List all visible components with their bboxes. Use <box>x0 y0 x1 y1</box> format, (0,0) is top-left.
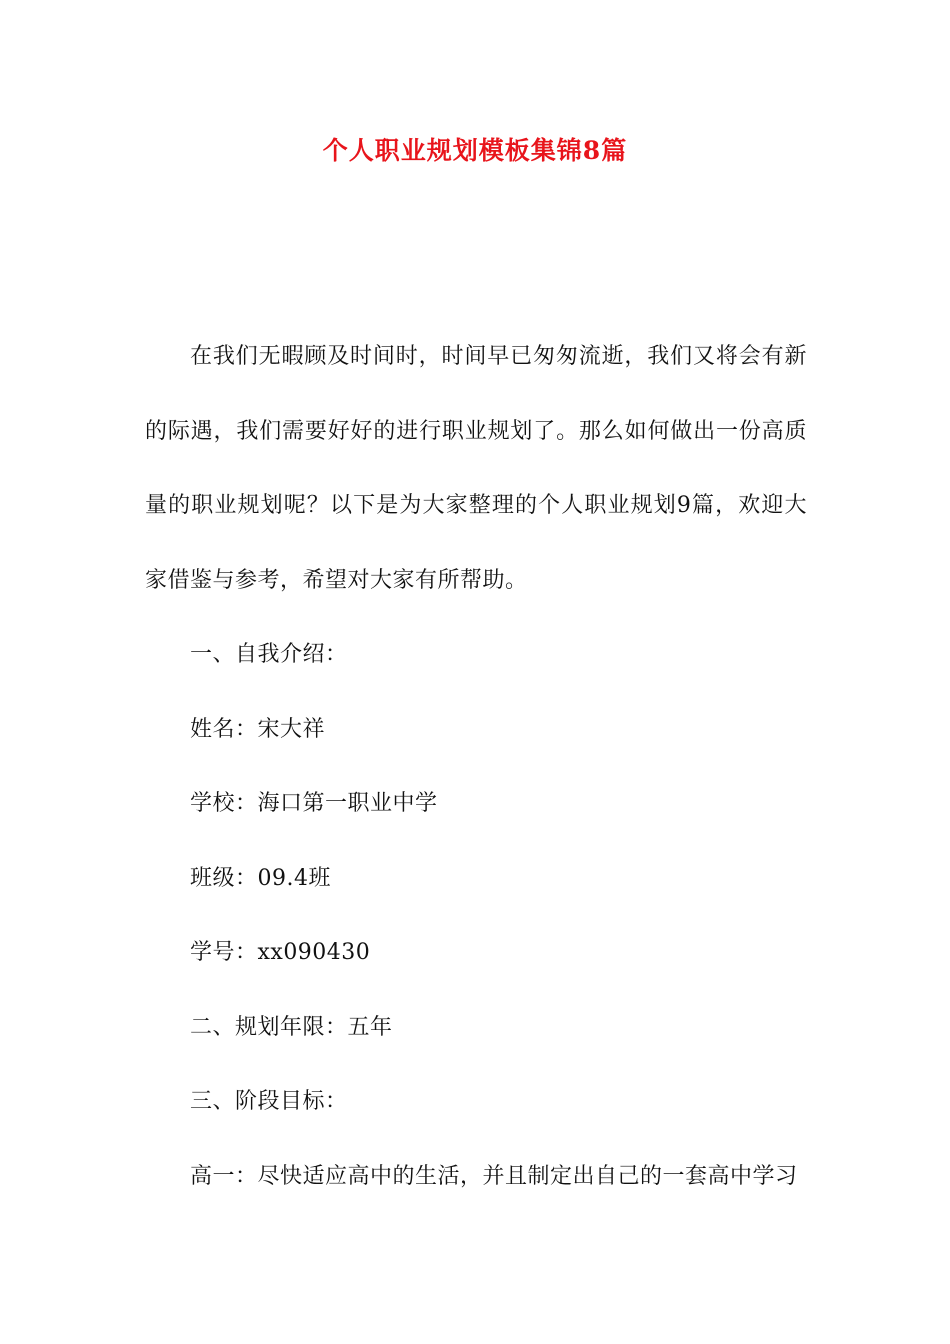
section-heading-plan-years: 二、规划年限：五年 <box>190 1014 393 1040</box>
school-line: 学校：海口第一职业中学 <box>190 791 438 816</box>
section-heading-stage-goals: 三、阶段目标： <box>190 1089 348 1114</box>
document-body <box>145 320 807 1214</box>
section-heading-self-intro: 一、自我介绍： <box>190 642 348 667</box>
document-title: 个人职业规划模板集锦8篇 <box>322 136 628 165</box>
intro-paragraph: 在我们无暇顾及时间时，时间早已匆匆流逝，我们又将会有新的际遇，我们需要好好的进行职业规划了。那么如何做出一份高质量的职业规划呢？以下是为大家整理的个人职业规划9篇，欢迎大家借鉴与参考，希望对大家有所帮助。 <box>145 344 807 593</box>
class-line: 班级：09.4班 <box>190 865 331 891</box>
name-line: 姓名：宋大祥 <box>190 716 326 742</box>
grade-one-goal-line: 高一：尽快适应高中的生活，并且制定出自己的一套高中学习 <box>190 1163 798 1189</box>
student-id-line: 学号：xx090430 <box>190 940 371 965</box>
